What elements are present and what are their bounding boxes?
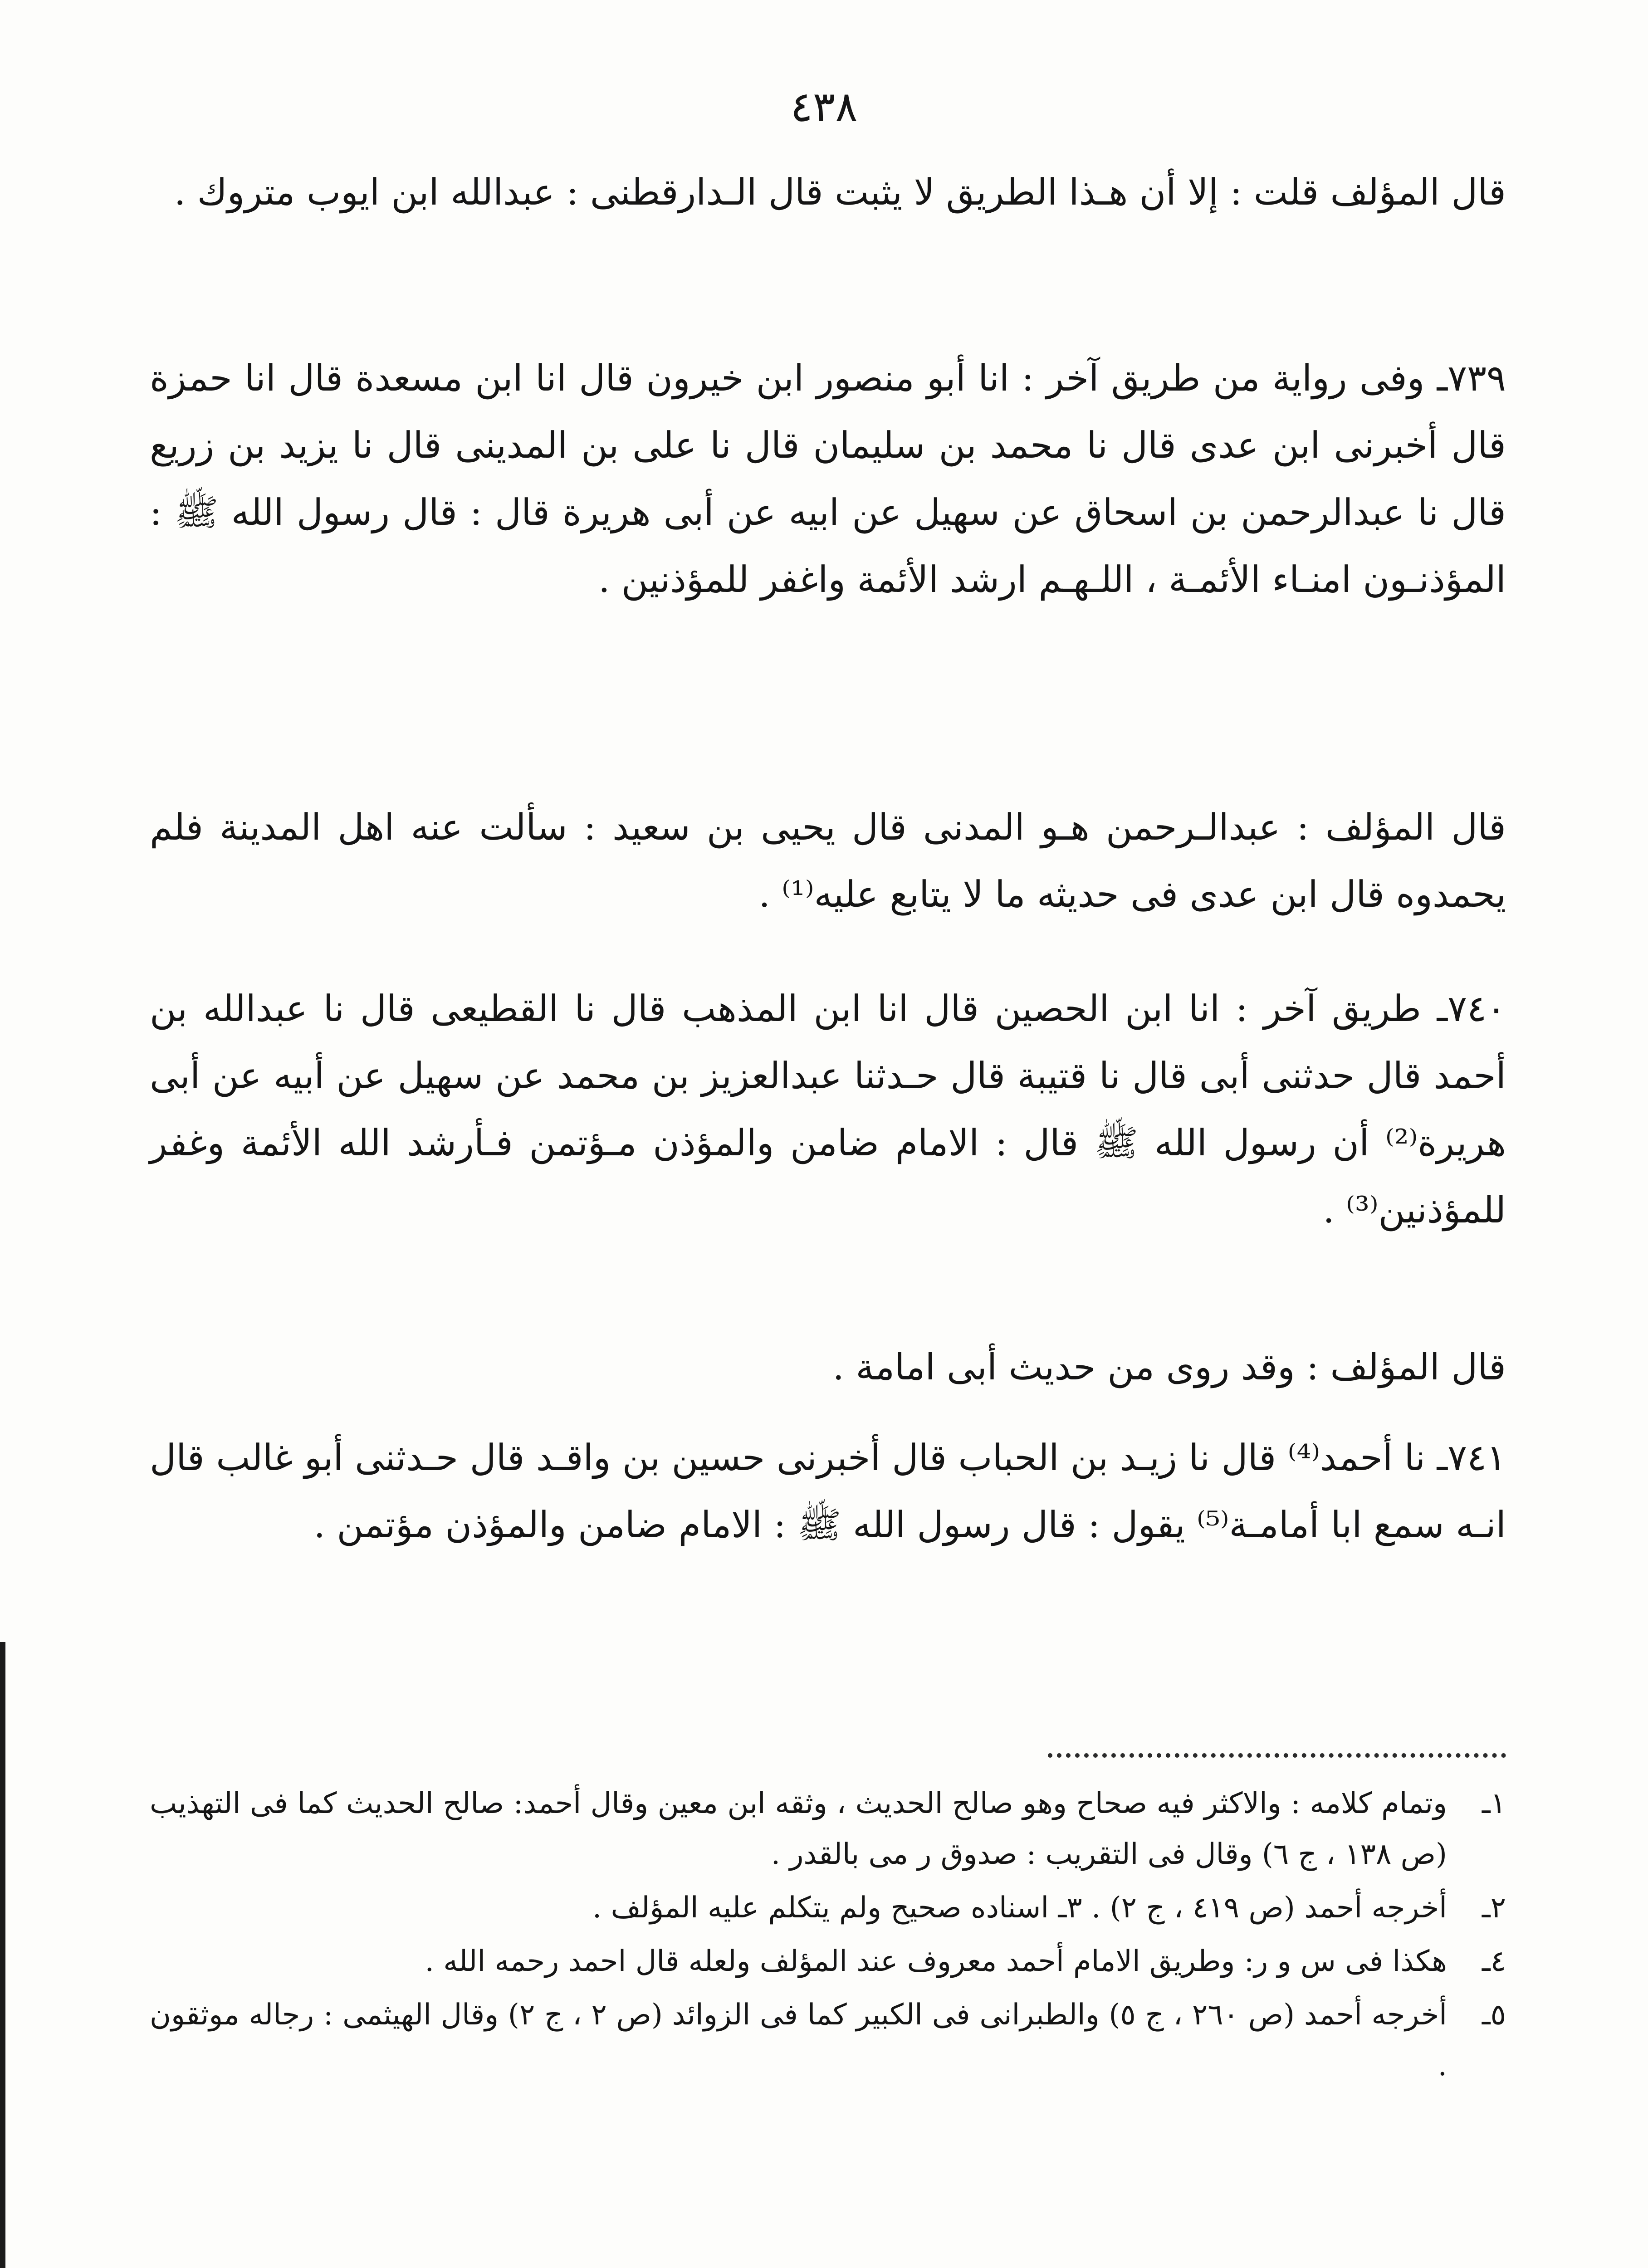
footnotes bbox=[150, 1778, 1506, 2094]
paragraph-text: ٧٣٩ـ وفى رواية من طريق آخر : انا أبو منصور ابن خيرون قال انا ابن مسعدة قال انا حمزة قال أخبرنى ابن عدى قال نا محمد بن سليمان قال نا على بن المدينى قال نا يزيد بن زريع قال نا عبدالرحمن بن اسحاق عن سهيل عن ابيه عن أبى هريرة قال : قال رسول الله ﷺ : المؤذنـون امنـاء الأئمـة ، اللـهـم ارشد الأئمة واغفر للمؤذنين . bbox=[150, 357, 1506, 601]
paragraph-text: ٧٤٠ـ طريق آخر : انا ابن الحصين قال انا ابن المذهب قال نا القطيعى قال نا عبدالله بن أحمد قال حدثنى أبى قال نا قتيبة قال حـدثنا عبدالعزيز بن محمد عن سهيل عن أبيه عن أبى هريرة⁽²⁾ أن رسول الله ﷺ قال : الامام ضامن والمؤذن مـؤتمن فـأرشد الله الأئمة وغفر للمؤذنين⁽³⁾ . bbox=[150, 987, 1506, 1231]
footnote-text: أخرجه أحمد (ص ٢٦٠ ، ج ٥) والطبرانى فى الكبير كما فى الزوائد (ص ٢ ، ج ٢) وقال الهيثمى : رجاله موثقون . bbox=[150, 1998, 1448, 2082]
footnote-4 bbox=[150, 1936, 1506, 1987]
paragraph-author-note-2 bbox=[150, 794, 1506, 928]
paragraph-hadith-739 bbox=[150, 345, 1506, 613]
page-number: ٤٣٨ bbox=[790, 83, 858, 131]
paragraph-author-note-3 bbox=[150, 1334, 1506, 1401]
footnote-text: أخرجه أحمد (ص ٤١٩ ، ج ٢) . ٣ـ اسناده صحيح ولم يتكلم عليه المؤلف . bbox=[592, 1891, 1447, 1925]
footnote-text: هكذا فى س و ر: وطريق الامام أحمد معروف عند المؤلف ولعله قال احمد رحمه الله . bbox=[425, 1945, 1447, 1978]
footnote-number: ٥ـ bbox=[1482, 1998, 1506, 2032]
paragraph-hadith-741 bbox=[150, 1424, 1506, 1559]
paragraph-author-note-1 bbox=[150, 159, 1506, 226]
paragraph-text: ٧٤١ـ نا أحمد⁽⁴⁾ قال نا زيـد بن الحباب قال أخبرنى حسين بن واقـد قال حـدثنى أبو غالب قال انـه سمع ابا أمامـة⁽⁵⁾ يقول : قال رسول الله ﷺ : الامام ضامن والمؤذن مؤتمن . bbox=[150, 1437, 1506, 1546]
footnote-2 bbox=[150, 1882, 1506, 1933]
footnote-1 bbox=[150, 1778, 1506, 1880]
paragraph-hadith-740 bbox=[150, 975, 1506, 1244]
paragraph-text: قال المؤلف : وقد روى من حديث أبى امامة . bbox=[832, 1346, 1506, 1388]
footnote-number: ٢ـ bbox=[1482, 1891, 1506, 1925]
footnote-text: وتمام كلامه : والاكثر فيه صحاح وهو صالح الحديث ، وثقه ابن معين وقال أحمد: صالح الحديث كما فى التهذيب (ص ١٣٨ ، ج ٦) وقال فى التقريب : صدوق ر مى بالقدر . bbox=[150, 1787, 1447, 1871]
footnote-number: ٤ـ bbox=[1482, 1945, 1506, 1978]
footnote-number: ١ـ bbox=[1482, 1787, 1506, 1820]
footnote-5 bbox=[150, 1989, 1506, 2091]
paragraph-text: قال المؤلف قلت : إلا أن هـذا الطريق لا يثبت قال الـدارقطنى : عبدالله ابن ايوب متروك . bbox=[174, 171, 1506, 213]
scan-margin-mark bbox=[0, 1642, 5, 2268]
paragraph-text: قال المؤلف : عبدالـرحمن هـو المدنى قال يحيى بن سعيد : سألت عنه اهل المدينة فلم يحمدوه قال ابن عدى فى حديثه ما لا يتابع عليه⁽¹⁾ . bbox=[150, 806, 1506, 915]
footnote-separator bbox=[1048, 1753, 1506, 1758]
